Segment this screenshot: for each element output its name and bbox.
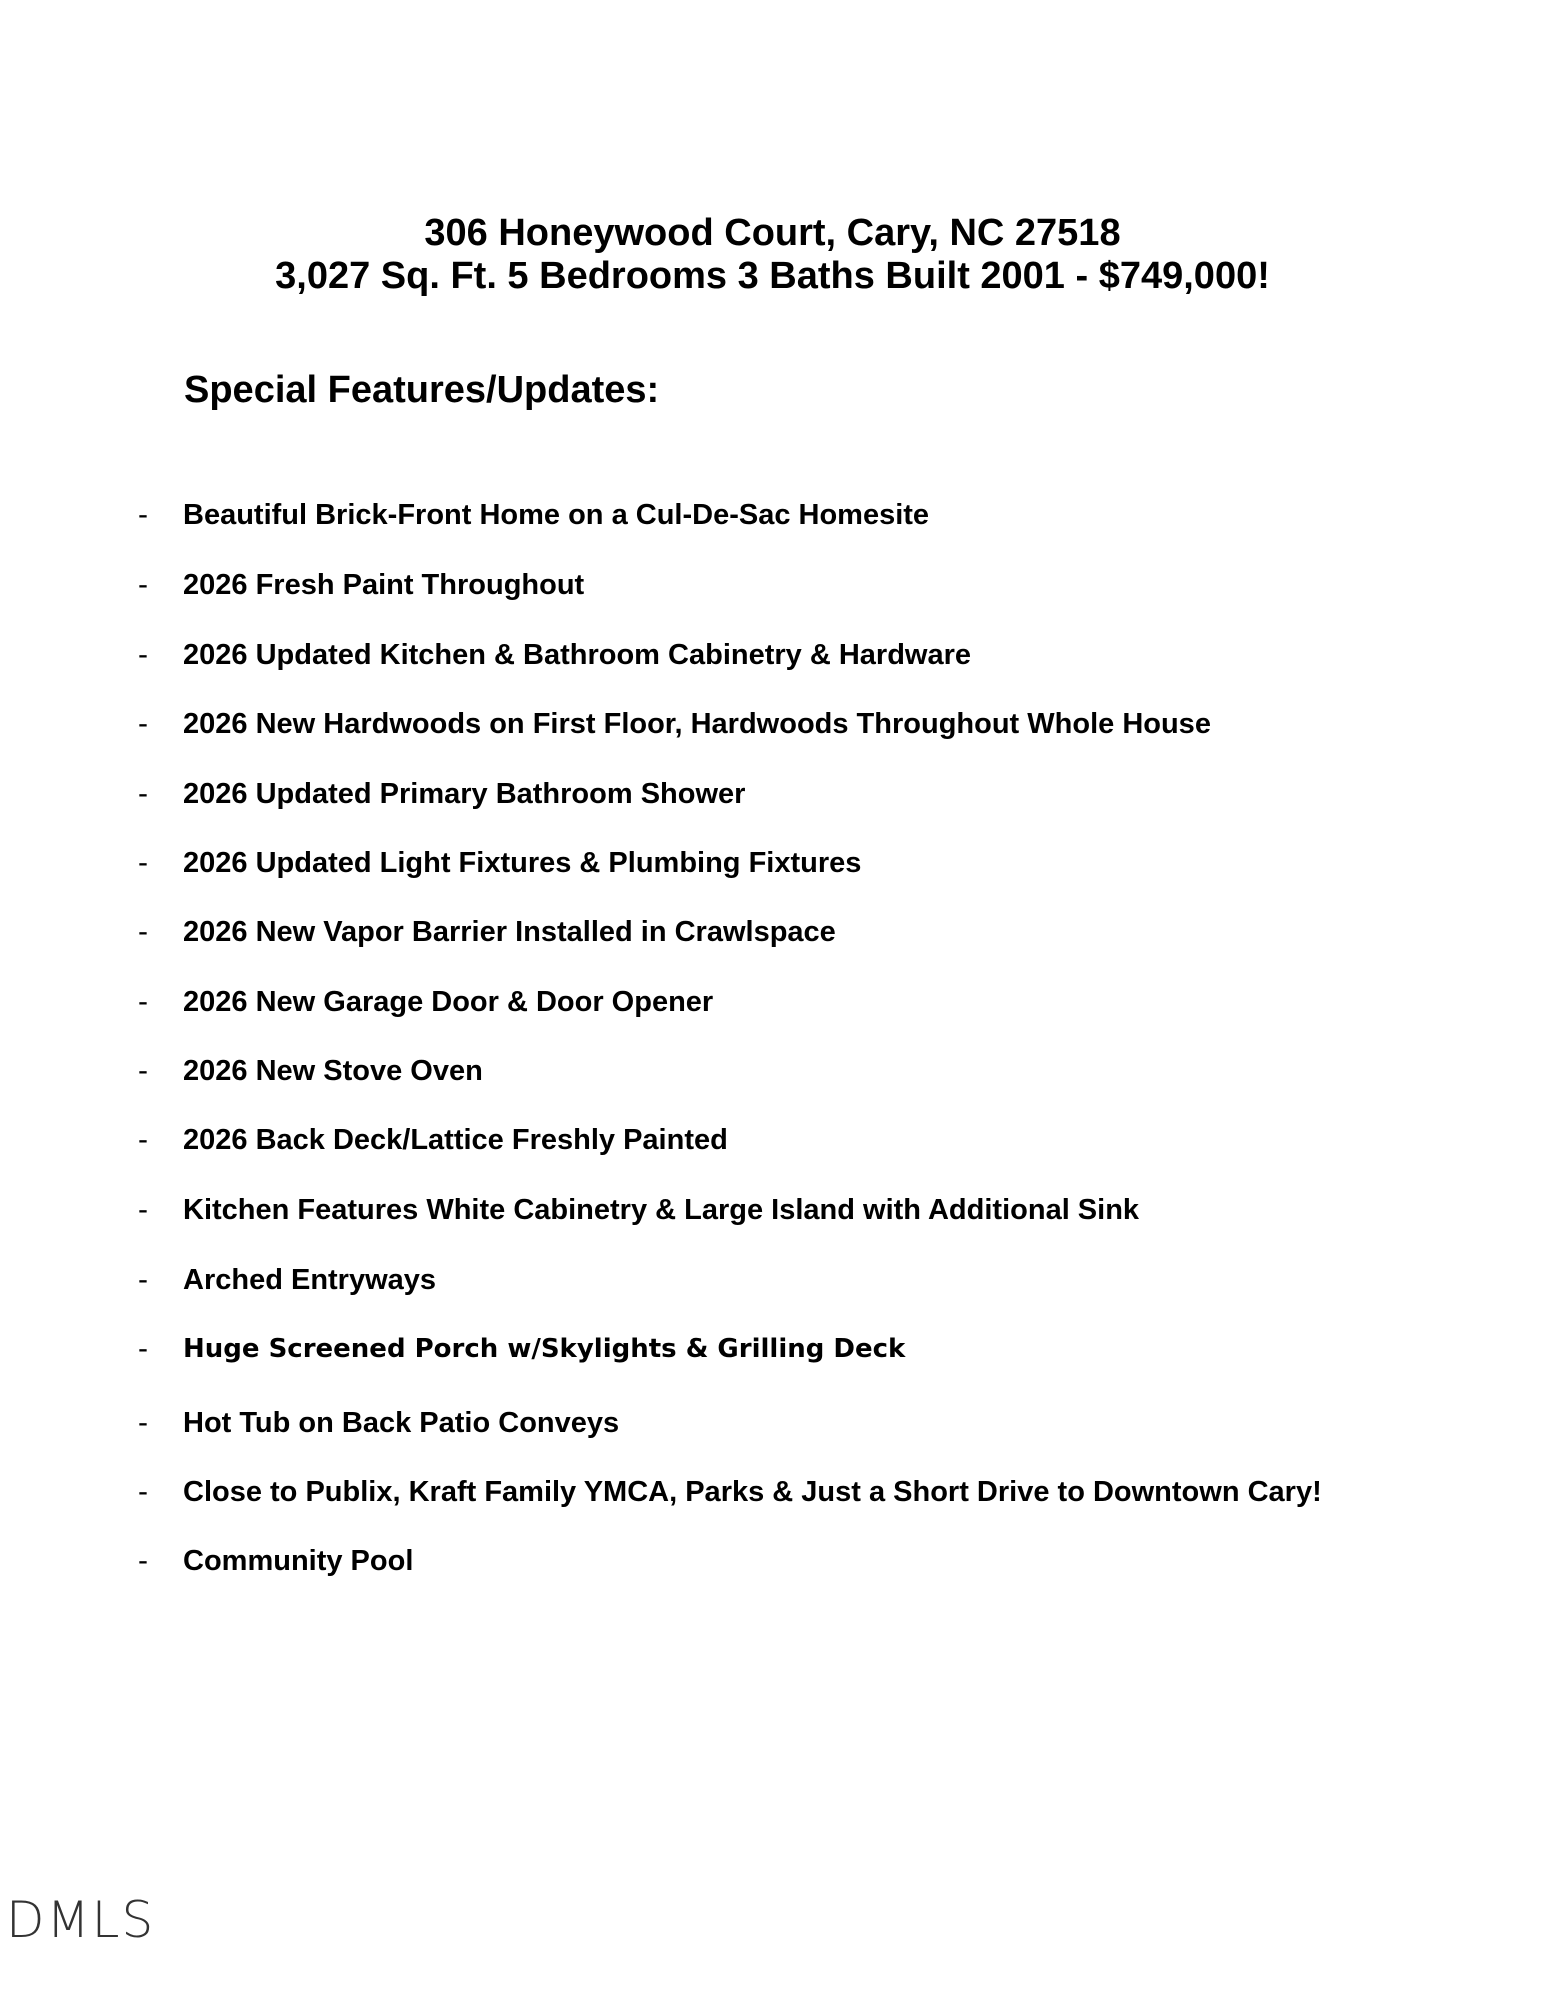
- feature-item: [0, 495, 1545, 535]
- feature-item: [0, 1190, 1545, 1230]
- feature-text: Kitchen Features White Cabinetry & Large Island with Additional Sink: [183, 1194, 1140, 1226]
- bullet-dash: -: [138, 915, 148, 948]
- bullet-dash: -: [138, 1193, 148, 1226]
- listing-address: 306 Honeywood Court, Cary, NC 27518: [424, 212, 1121, 254]
- feature-text: 2026 New Vapor Barrier Installed in Crawlspace: [183, 916, 836, 948]
- feature-item: [0, 982, 1545, 1022]
- feature-text: Hot Tub on Back Patio Conveys: [183, 1407, 620, 1439]
- feature-text: Community Pool: [183, 1545, 414, 1577]
- feature-text: 2026 Updated Light Fixtures & Plumbing Fixtures: [183, 847, 862, 879]
- feature-item: [0, 1403, 1545, 1443]
- bullet-dash: -: [138, 985, 148, 1018]
- feature-item: [0, 1051, 1545, 1091]
- feature-item: [0, 565, 1545, 605]
- listing-details: 3,027 Sq. Ft. 5 Bedrooms 3 Baths Built 2001 - $749,000!: [275, 255, 1270, 297]
- feature-text: 2026 New Stove Oven: [183, 1055, 483, 1087]
- feature-text: 2026 New Garage Door & Door Opener: [183, 986, 714, 1018]
- feature-item: [0, 1541, 1545, 1581]
- bullet-dash: -: [138, 1263, 148, 1296]
- feature-text: Close to Publix, Kraft Family YMCA, Parks & Just a Short Drive to Downtown Cary!: [183, 1476, 1322, 1508]
- feature-text: 2026 Updated Primary Bathroom Shower: [183, 778, 746, 810]
- feature-text: Beautiful Brick-Front Home on a Cul-De-Sac Homesite: [183, 499, 930, 531]
- bullet-dash: -: [138, 568, 148, 601]
- feature-item: [0, 843, 1545, 883]
- feature-text: 2026 Updated Kitchen & Bathroom Cabinetry & Hardware: [183, 639, 972, 671]
- feature-item: [0, 1260, 1545, 1300]
- bullet-dash: -: [138, 777, 148, 810]
- bullet-dash: -: [138, 1544, 148, 1577]
- feature-item: [0, 1472, 1545, 1512]
- feature-item: [0, 704, 1545, 744]
- features-heading: Special Features/Updates:: [184, 369, 660, 411]
- bullet-dash: -: [138, 498, 148, 531]
- bullet-dash: -: [138, 1054, 148, 1087]
- dmls-watermark: DMLS: [6, 1891, 156, 1949]
- bullet-dash: -: [138, 1475, 148, 1508]
- bullet-dash: -: [138, 707, 148, 740]
- bullet-dash: -: [138, 1123, 148, 1156]
- bullet-dash: -: [138, 1332, 148, 1365]
- bullet-dash: -: [138, 1406, 148, 1439]
- feature-item: [0, 774, 1545, 814]
- feature-text: Arched Entryways: [183, 1264, 437, 1296]
- bullet-dash: -: [138, 846, 148, 879]
- feature-text: 2026 Back Deck/Lattice Freshly Painted: [183, 1124, 728, 1156]
- bullet-dash: -: [138, 638, 148, 671]
- feature-item: [0, 635, 1545, 675]
- feature-text: 2026 Fresh Paint Throughout: [183, 569, 585, 601]
- feature-item: [0, 1329, 1545, 1369]
- feature-text: Huge Screened Porch w/Skylights & Grilling Deck: [183, 1334, 906, 1364]
- feature-text: 2026 New Hardwoods on First Floor, Hardwoods Throughout Whole House: [183, 708, 1211, 740]
- feature-item: [0, 912, 1545, 952]
- feature-item: [0, 1120, 1545, 1160]
